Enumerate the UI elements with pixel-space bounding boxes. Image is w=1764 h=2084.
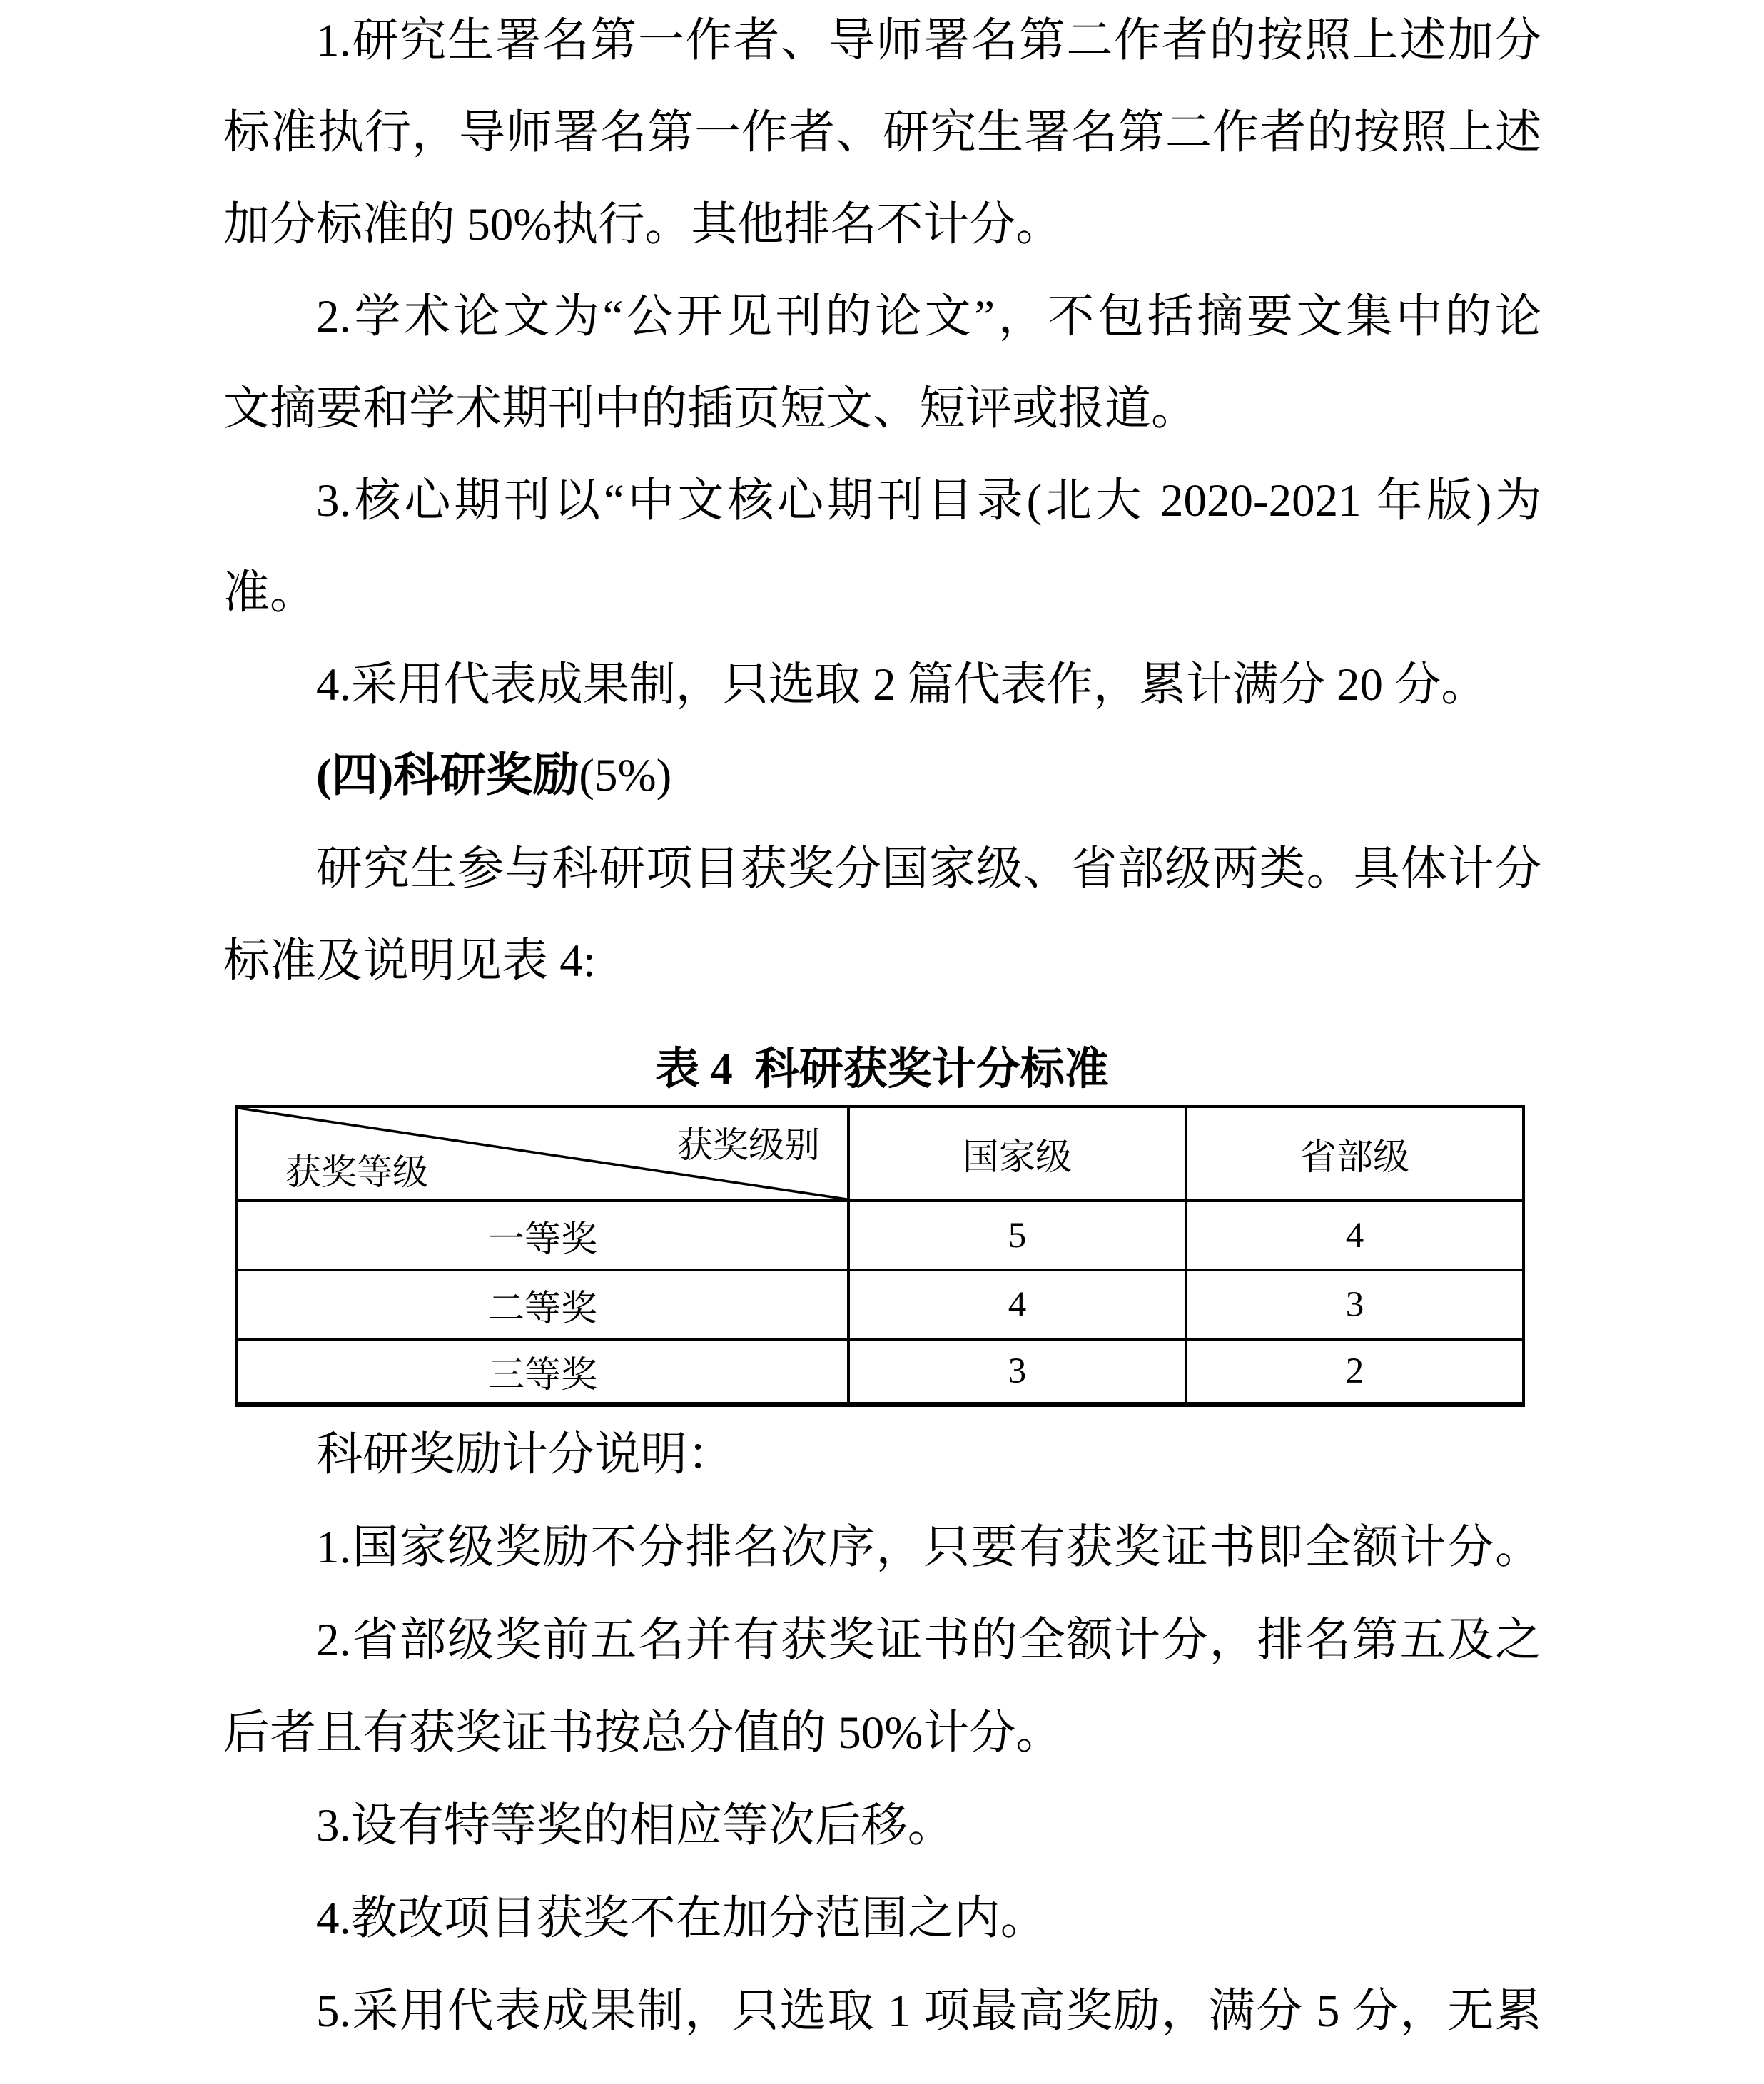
cell-second-provincial: 3 [1186, 1270, 1524, 1339]
table-caption: 表 4 科研获奖计分标准 [655, 1045, 1109, 1094]
cell-first-national: 5 [848, 1201, 1186, 1270]
section-heading [316, 751, 671, 800]
column-header-provincial: 省部级 [1186, 1107, 1524, 1201]
table-header-row [237, 1107, 1524, 1201]
table-row [237, 1339, 1524, 1405]
text-line: 4.采用代表成果制，只选取 2 篇代表作，累计满分 20 分。 [316, 659, 1488, 711]
text-line: 2.省部级奖前五名并有获奖证书的全额计分，排名第五及之 [316, 1615, 1541, 1666]
text-line: 1.国家级奖励不分排名次序，只要有获奖证书即全额计分。 [316, 1522, 1541, 1573]
text-line: 5.采用代表成果制，只选取 1 项最高奖励，满分 5 分，无累 [316, 1986, 1541, 2037]
table-row [237, 1270, 1524, 1339]
section-heading-bold: (四)科研奖励 [316, 750, 579, 801]
text-line: 文摘要和学术期刊中的插页短文、短评或报道。 [223, 383, 1198, 434]
text-line: 3.设有特等奖的相应等次后移。 [316, 1800, 954, 1851]
row-label-third-prize: 三等奖 [237, 1339, 848, 1405]
text-line: 加分标准的 50%执行。其他排名不计分。 [223, 199, 1063, 250]
text-line: 后者且有获奖证书按总分值的 50%计分。 [223, 1707, 1063, 1759]
text-line: 标准及说明见表 4: [223, 935, 596, 987]
text-line: 2.学术论文为“公开见刊的论文”，不包括摘要文集中的论 [316, 291, 1541, 342]
cell-third-provincial: 2 [1186, 1339, 1524, 1405]
text-line: 研究生参与科研项目获奖分国家级、省部级两类。具体计分 [316, 843, 1541, 895]
score-table [235, 1105, 1525, 1407]
section-heading-suffix: (5%) [579, 750, 672, 801]
text-line: 1.研究生署名第一作者、导师署名第二作者的按照上述加分 [316, 15, 1541, 66]
cell-second-national: 4 [848, 1270, 1186, 1339]
text-line: 4.教改项目获奖不在加分范围之内。 [316, 1893, 1047, 1944]
text-line: 3.核心期刊以“中文核心期刊目录(北大 2020-2021 年版)为 [316, 475, 1541, 527]
column-header-national: 国家级 [848, 1107, 1186, 1201]
text-line: 准。 [223, 567, 317, 619]
row-label-second-prize: 二等奖 [237, 1270, 848, 1339]
text-line: 科研奖励计分说明： [316, 1429, 734, 1480]
text-line: 标准执行，导师署名第一作者、研究生署名第二作者的按照上述 [223, 107, 1541, 158]
cell-first-provincial: 4 [1186, 1201, 1524, 1270]
table-row [237, 1201, 1524, 1270]
corner-label-award-grade: 获奖等级 [285, 1152, 428, 1192]
diagonal-corner-cell [237, 1107, 848, 1201]
row-label-first-prize: 一等奖 [237, 1201, 848, 1270]
corner-label-award-level: 获奖级别 [677, 1125, 820, 1165]
cell-third-national: 3 [848, 1339, 1186, 1405]
